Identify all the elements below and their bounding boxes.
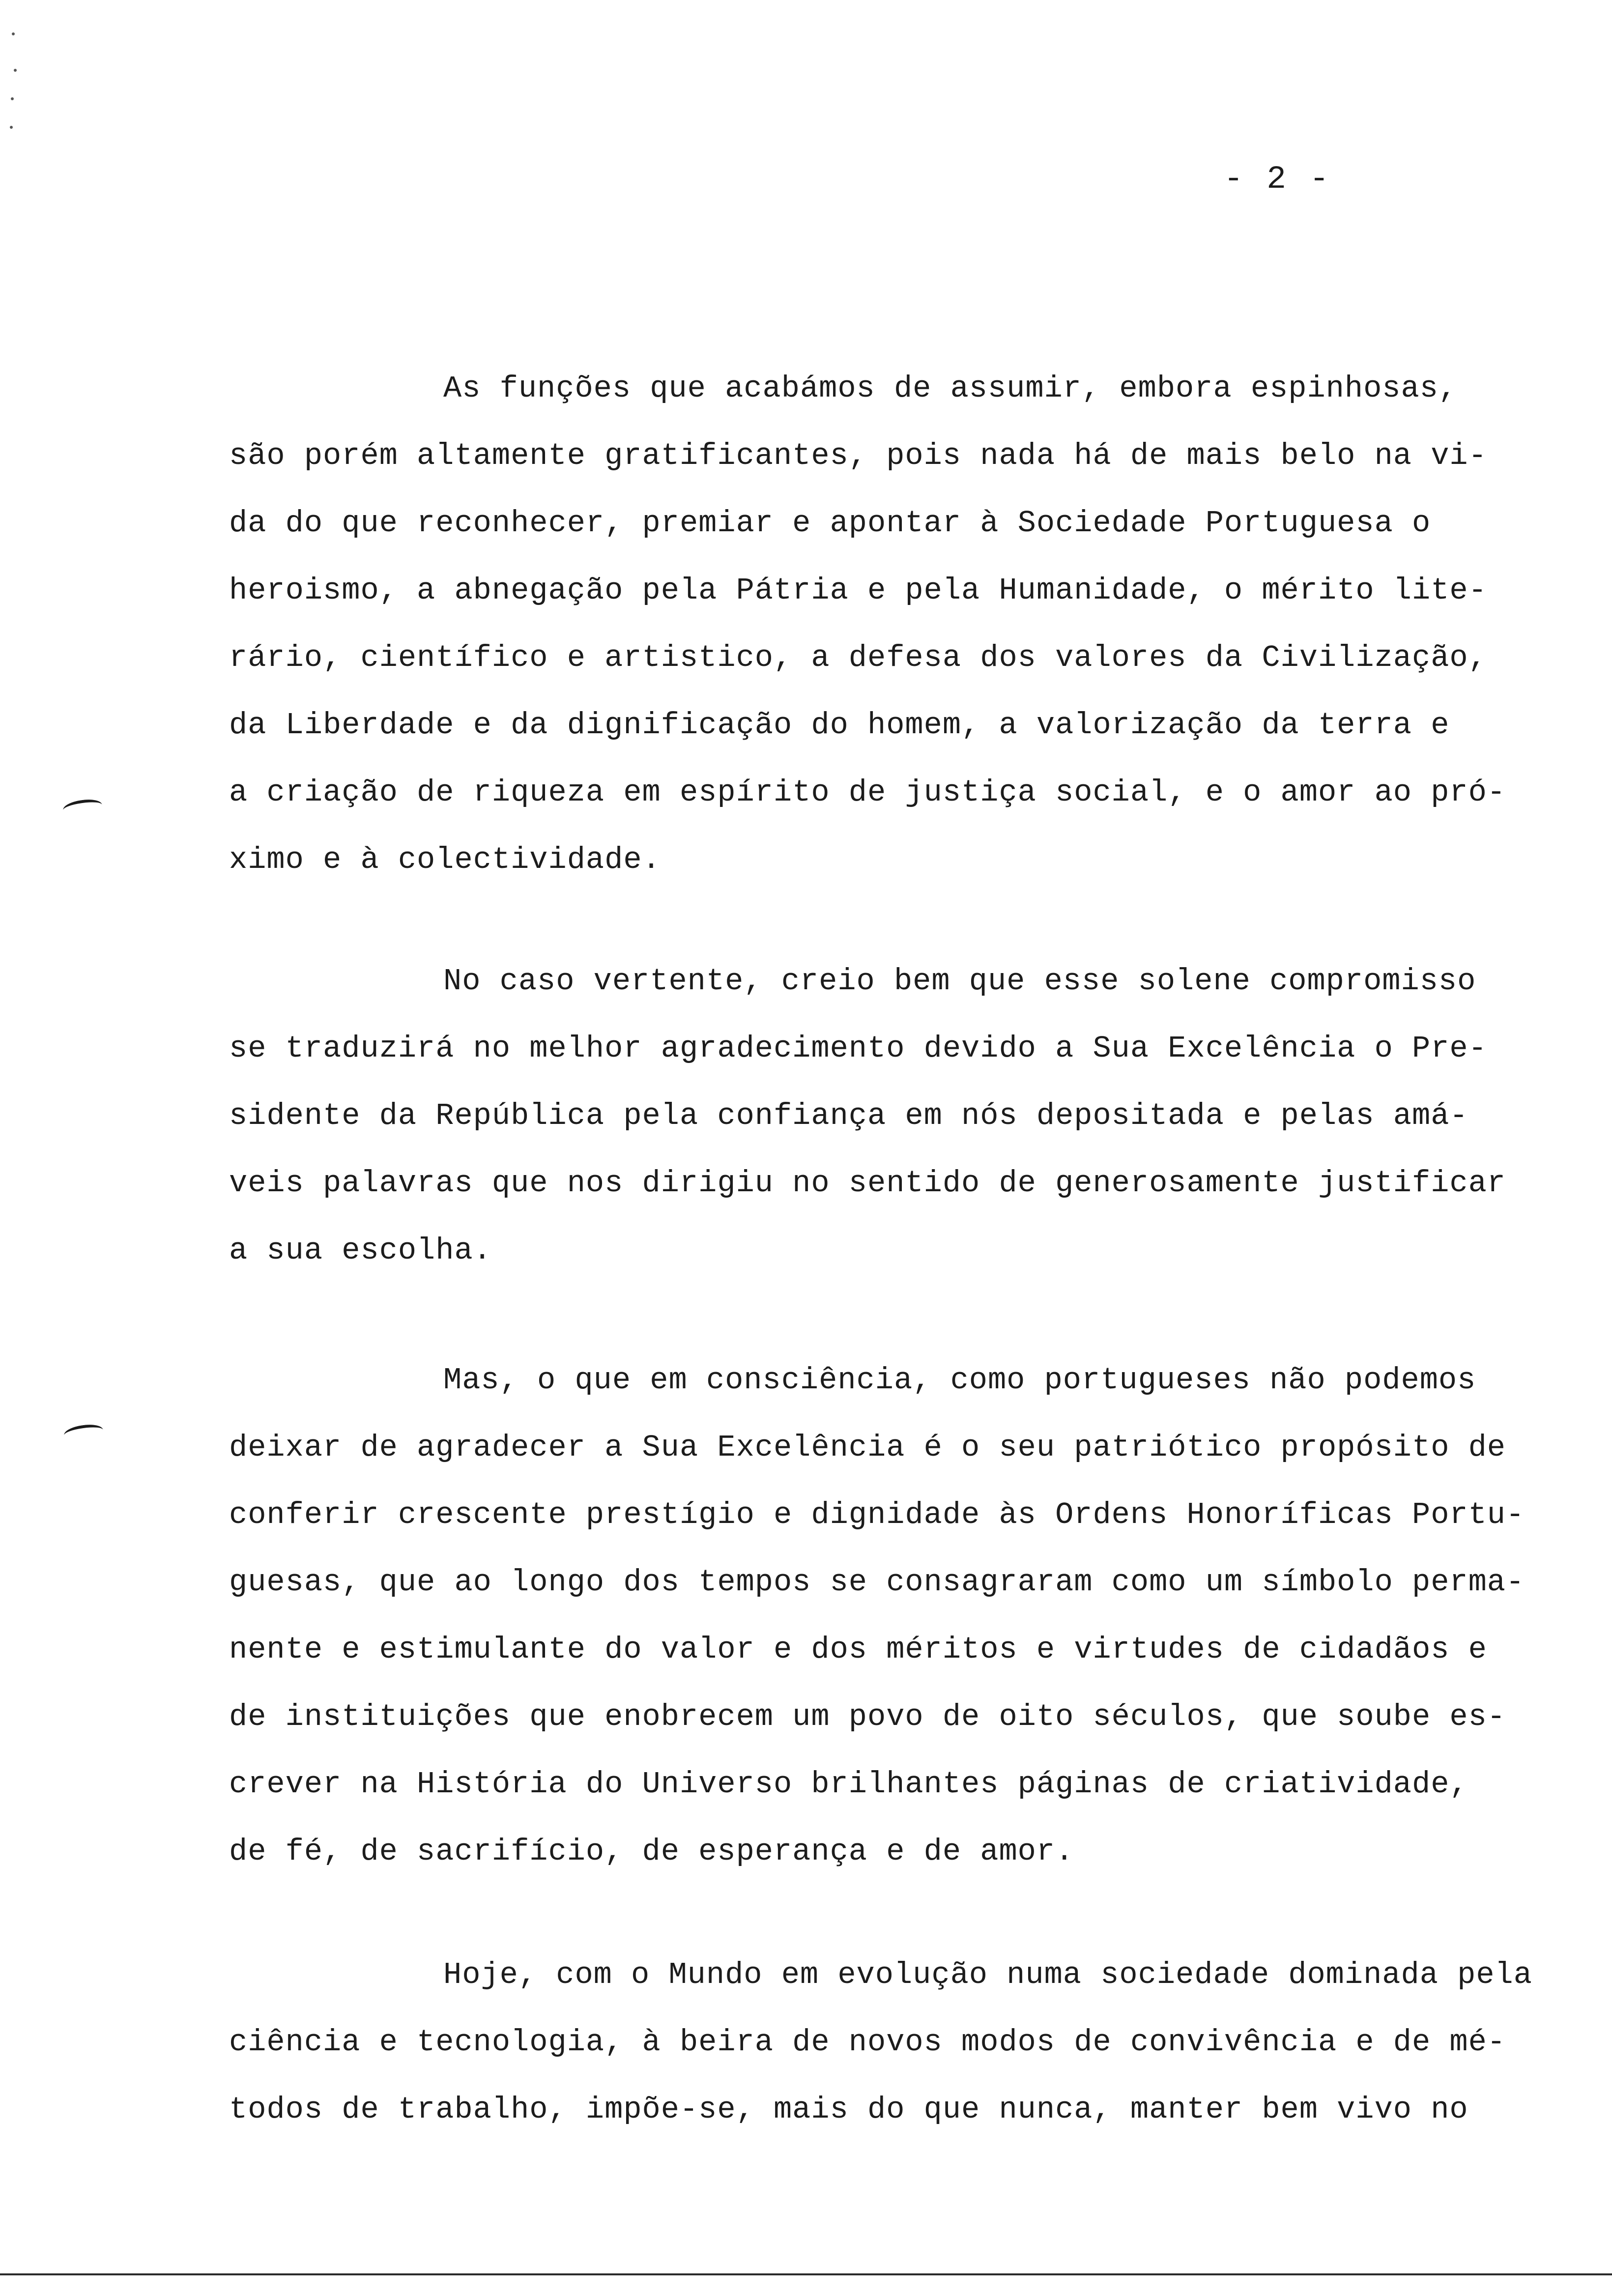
- text-line: de fé, de sacrifício, de esperança e de amor.: [229, 1834, 1074, 1869]
- text-line: ciência e tecnologia, à beira de novos modos de convivência e de mé-: [229, 2025, 1506, 2060]
- text-line: todos de trabalho, impõe-se, mais do que nunca, manter bem vivo no: [229, 2092, 1468, 2127]
- text-line: Mas, o que em consciência, como portugueses não podemos: [443, 1363, 1476, 1398]
- scan-edge-line: [0, 2273, 1612, 2275]
- text-line: se traduzirá no melhor agradecimento devido a Sua Excelência o Pre-: [229, 1031, 1487, 1066]
- page-number: - 2 -: [1224, 161, 1331, 198]
- text-line: a criação de riqueza em espírito de justiça social, e o amor ao pró-: [229, 775, 1506, 810]
- text-line: sidente da República pela confiança em nós depositada e pelas amá-: [229, 1098, 1468, 1133]
- text-line: heroismo, a abnegação pela Pátria e pela Humanidade, o mérito lite-: [229, 573, 1487, 608]
- text-line: Hoje, com o Mundo em evolução numa sociedade dominada pela: [443, 1957, 1532, 1992]
- scan-speck: [11, 97, 14, 100]
- text-line: No caso vertente, creio bem que esse solene compromisso: [443, 964, 1476, 999]
- scan-speck: [12, 32, 15, 35]
- scan-speck: [14, 69, 17, 72]
- paragraph-2: [229, 947, 1585, 1284]
- punch-hole-mark: [62, 798, 103, 818]
- text-line: guesas, que ao longo dos tempos se consagraram como um símbolo perma-: [229, 1565, 1525, 1600]
- scan-speck: [10, 126, 13, 129]
- text-line: são porém altamente gratificantes, pois nada há de mais belo na vi-: [229, 438, 1487, 473]
- text-line: ximo e à colectividade.: [229, 842, 661, 877]
- text-line: deixar de agradecer a Sua Excelência é o seu patriótico propósito de: [229, 1430, 1506, 1465]
- text-line: da Liberdade e da dignificação do homem, a valorização da terra e: [229, 708, 1450, 743]
- text-line: crever na História do Universo brilhantes páginas de criatividade,: [229, 1767, 1468, 1802]
- paragraph-3: [229, 1347, 1585, 1885]
- punch-hole-mark: [63, 1423, 104, 1443]
- text-line: de instituições que enobrecem um povo de oito séculos, que soube es-: [229, 1699, 1506, 1734]
- text-line: rário, científico e artistico, a defesa dos valores da Civilização,: [229, 640, 1487, 675]
- text-line: nente e estimulante do valor e dos méritos e virtudes de cidadãos e: [229, 1632, 1487, 1667]
- text-line: da do que reconhecer, premiar e apontar à Sociedade Portuguesa o: [229, 506, 1431, 541]
- text-line: conferir crescente prestígio e dignidade às Ordens Honoríficas Portu-: [229, 1497, 1525, 1532]
- paragraph-1: [229, 355, 1585, 893]
- text-line: a sua escolha.: [229, 1233, 492, 1268]
- text-line: veis palavras que nos dirigiu no sentido de generosamente justificar: [229, 1166, 1506, 1201]
- text-line: As funções que acabámos de assumir, embora espinhosas,: [443, 371, 1458, 406]
- paragraph-4: [229, 1941, 1585, 2143]
